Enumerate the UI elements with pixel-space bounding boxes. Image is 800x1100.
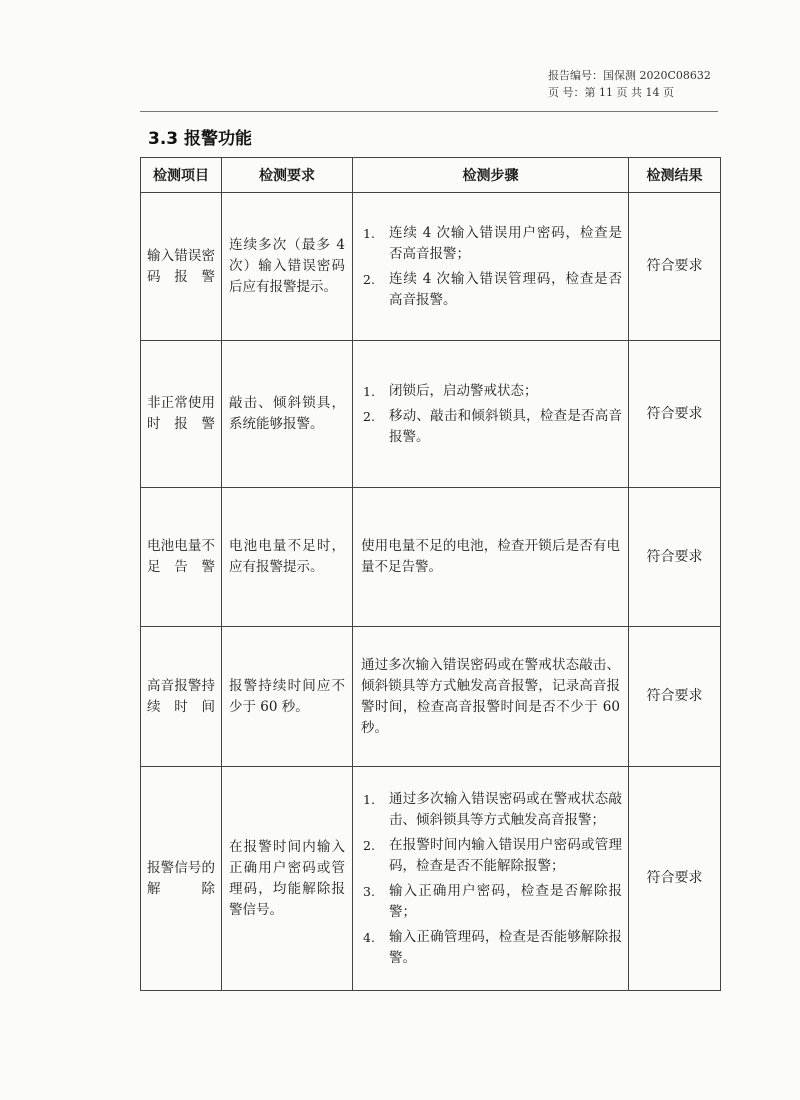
test-result: 符合要求 (629, 193, 721, 341)
steps-list (359, 789, 622, 969)
step-item (359, 881, 622, 923)
step-text: 连续 4 次输入错误管理码，检查是否高音报警。 (389, 270, 622, 308)
test-requirement: 连续多次（最多 4 次）输入错误密码后应有报警提示。 (222, 193, 353, 341)
test-steps (353, 767, 629, 991)
test-requirement: 敲击、倾斜锁具，系统能够报警。 (222, 341, 353, 488)
step-item (359, 381, 622, 402)
test-steps (353, 488, 629, 627)
test-requirement: 电池电量不足时，应有报警提示。 (222, 488, 353, 627)
step-text: 输入正确管理码，检查是否能够解除报警。 (389, 928, 622, 966)
page-number: 第 11 页 共 14 页 (584, 86, 674, 99)
step-text: 连续 4 次输入错误用户密码，检查是否高音报警； (389, 224, 622, 262)
step-number: 2. (363, 271, 375, 287)
report-header (548, 67, 711, 101)
test-item: 报警信号的解除 (141, 767, 222, 991)
test-requirement: 在报警时间内输入正确用户密码或管理码，均能解除报警信号。 (222, 767, 353, 991)
steps-list (359, 223, 622, 311)
report-number-line (548, 67, 711, 84)
step-item (359, 269, 622, 311)
test-item: 高音报警持续时间 (141, 627, 222, 767)
test-steps (353, 193, 629, 341)
test-result: 符合要求 (629, 341, 721, 488)
column-header-result: 检测结果 (629, 158, 721, 193)
step-text: 使用电量不足的电池，检查开锁后是否有电量不足告警。 (361, 538, 620, 575)
step-text: 移动、敲击和倾斜锁具，检查是否高音报警。 (389, 407, 622, 445)
step-number: 1. (363, 225, 375, 241)
test-results-table (140, 157, 721, 991)
column-header-requirement: 检测要求 (222, 158, 353, 193)
step-item (359, 927, 622, 969)
step-item (359, 835, 622, 877)
report-number: 国保测 2020C08632 (603, 69, 711, 82)
column-header-steps: 检测步骤 (353, 158, 629, 193)
table-header-row (141, 158, 721, 193)
test-result: 符合要求 (629, 627, 721, 767)
section-title: 3.3 报警功能 (148, 129, 253, 149)
step-text: 在报警时间内输入错误用户密码或管理码，检查是否不能解除报警； (389, 836, 622, 874)
step-number: 1. (363, 791, 375, 807)
test-result: 符合要求 (629, 488, 721, 627)
step-item (359, 406, 622, 448)
test-item: 输入错误密码报警 (141, 193, 222, 341)
column-header-item: 检测项目 (141, 158, 222, 193)
test-steps (353, 627, 629, 767)
test-item: 非正常使用时报警 (141, 341, 222, 488)
test-result: 符合要求 (629, 767, 721, 991)
step-text: 闭锁后，启动警戒状态； (389, 382, 538, 399)
table-row (141, 488, 721, 627)
page-number-line (548, 84, 711, 101)
report-number-label: 报告编号： (548, 69, 603, 82)
table-row (141, 627, 721, 767)
test-item: 电池电量不足告警 (141, 488, 222, 627)
steps-list (359, 381, 622, 448)
step-text: 通过多次输入错误密码或在警戒状态敲击、倾斜锁具等方式触发高音报警，记录高音报警时间，检查高音报警时间是否不少于 60 秒。 (361, 656, 620, 736)
step-number: 1. (363, 383, 375, 399)
step-item (359, 789, 622, 831)
test-requirement: 报警持续时间应不少于 60 秒。 (222, 627, 353, 767)
step-item (359, 223, 622, 265)
step-number: 2. (363, 408, 375, 424)
step-number: 3. (363, 883, 375, 899)
header-divider (140, 111, 718, 112)
step-number: 2. (363, 837, 375, 853)
table-row (141, 341, 721, 488)
table-row (141, 193, 721, 341)
step-text: 输入正确用户密码，检查是否解除报警； (389, 882, 622, 920)
step-number: 4. (363, 929, 375, 945)
step-text: 通过多次输入错误密码或在警戒状态敲击、倾斜锁具等方式触发高音报警； (389, 790, 622, 828)
table-row (141, 767, 721, 991)
test-steps (353, 341, 629, 488)
page-number-label: 页 号： (548, 86, 585, 99)
